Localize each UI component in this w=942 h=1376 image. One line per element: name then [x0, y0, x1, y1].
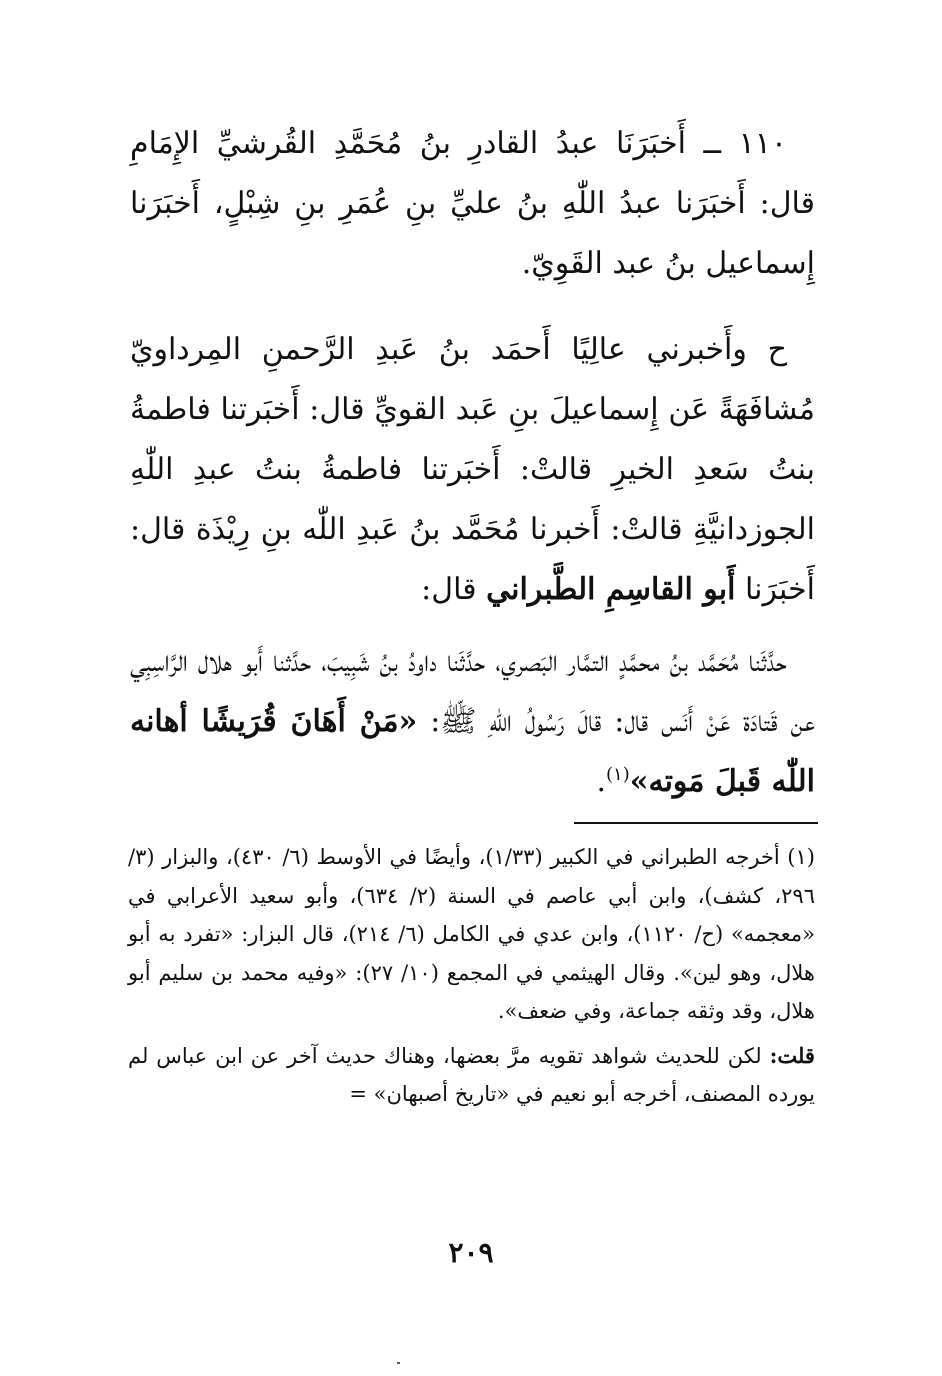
footnotes	[128, 838, 815, 1114]
hadith-text-paragraph	[130, 632, 815, 812]
footnote-1: (١) أخرجه الطبراني في الكبير (١/٣٣)، وأيضًا في الأوسط (٦/ ٤٣٠)، والبزار (٣/ ٢٩٦، كشف)، وابن أبي عاصم في السنة (٢/ ٦٣٤)، وأبو سعيد الأعرابي في «معجمه» (ح/ ١١٢٠)، وابن عدي في الكامل (٦/ ٢١٤)، قال البزار: «تفرد به أبو هلال، وهو لين». وقال الهيثمي في المجمع (١٠/ ٢٧): «وفيه محمد بن سليم أبو هلال، وقد وثقه جماعة، وفي ضعف».	[128, 845, 815, 1023]
scan-speck	[397, 1362, 400, 1364]
hadith-quote-bold: «مَنْ أَهَانَ قُرَيشًا أهانه اللّٰه قَبلَ مَوته»	[130, 704, 815, 799]
narrator-name-bold: أَبو القاسِمِ الطَّبراني	[486, 572, 736, 607]
page-number: ٢٠٩	[448, 1236, 494, 1269]
hadith-chain-paragraph-1	[130, 114, 815, 294]
footnote-separator	[574, 822, 818, 824]
footnote-comment-label: قلت:	[769, 1042, 815, 1068]
paragraph-1-text: ١١٠ ــ أَخبَرَنَا عبدُ القادرِ بنُ مُحَمَّدِ القُرشيِّ الإِمَامِ قال: أَخبَرَنا عبدُ اللّٰهِ بنُ عليِّ بنِ عُمَرِ بنِ شِبْلٍ، أَخبَرَنا إِسماعيل بنُ عبد القَوِيّ.	[130, 126, 815, 281]
footnote-reference: (١)	[606, 764, 630, 785]
paragraph-3-end: .	[596, 764, 607, 799]
paragraph-3-text: حدَّثَنا مُحَمَّد بنُ محمَّدٍ التمَّار البَصري، حدَّثَنا داودُ بنُ شَبِيبَ، حدَّثنا أَبو هلال الرَّاسِبِي عن قَتادَة عَنْ أَنَس قال: قالَ رَسُولُ اللّٰهِ ﷺ:	[130, 644, 815, 739]
footnote-comment	[128, 1037, 815, 1114]
paragraph-2-text: ح وأَخبرني عالِيًا أَحمَد بنُ عَبدِ الرَّحمنِ المِرداويّ مُشافَهَةً عَن إِسماعيلَ بنِ عَبد القويِّ قال: أَخبَرتنا فاطمةُ بنتُ سَعدِ الخيرِ قالتْ: أَخبَرتنا فاطمةُ بنتُ عبدِ اللّٰهِ الجوزدانيَّةِ قالتْ: أَخبرنا مُحَمَّد بنُ عَبدِ اللّٰه بنِ رِيْذَة قال: أَخبَرَنا	[130, 332, 815, 607]
paragraph-2-end: قال:	[421, 572, 477, 607]
footnote-comment-text: لكن للحديث شواهد تقويه مرَّ بعضها، وهناك حديث آخر عن ابن عباس لم يورده المصنف، أخرجه أبو نعيم في «تاريخ أصبهان» =	[128, 1043, 815, 1106]
hadith-chain-paragraph-2	[130, 320, 815, 620]
